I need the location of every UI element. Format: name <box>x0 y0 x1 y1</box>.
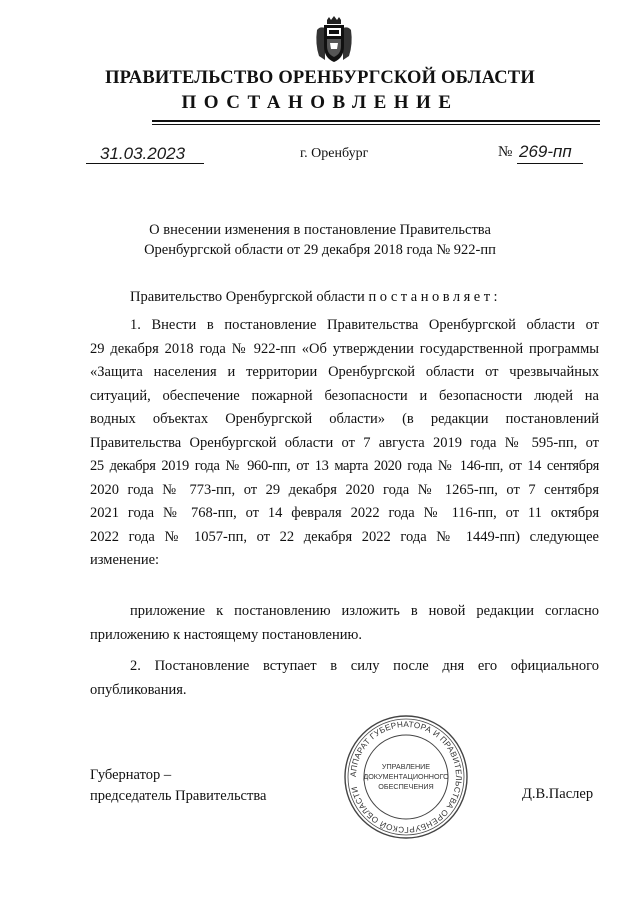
official-stamp <box>341 712 471 842</box>
document-subject <box>0 220 640 260</box>
paragraph-line: 29 декабря 2018 года № 922-пп «Об утверждении государственной программы <box>90 340 599 357</box>
paragraph-line: ситуаций, обеспечение пожарной безопасности и безопасности людей на <box>90 387 599 404</box>
item-2 <box>90 655 599 702</box>
document-type: ПОСТАНОВЛЕНИЕ <box>181 92 459 113</box>
paragraph-line: приложение к постановлению изложить в новой редакции согласно <box>130 603 599 619</box>
position-line: председатель Правительства <box>90 788 267 804</box>
number-underline <box>517 163 583 164</box>
item-1 <box>90 314 599 573</box>
government-title: ПРАВИТЕЛЬСТВО ОРЕНБУРГСКОЙ ОБЛАСТИ <box>105 68 535 88</box>
number-sign: № <box>498 144 513 160</box>
date-underline <box>86 163 204 164</box>
subject-line: Оренбургской области от 29 декабря 2018 года № 922-пп <box>144 242 496 258</box>
paragraph-line: опубликования. <box>90 681 187 698</box>
header-divider <box>152 120 600 122</box>
header-divider-thin <box>152 124 600 125</box>
paragraph-line: изменение: <box>90 552 160 568</box>
stamp-outer-text: АППАРАТ ГУБЕРНАТОРА И ПРАВИТЕЛЬСТВА ОРЕНБУРГСКОЙ ОБЛАСТИ <box>348 719 464 835</box>
stamp-inner-line: ДОКУМЕНТАЦИОННОГО <box>363 772 449 781</box>
preamble-start: Правительство Оренбургской области <box>130 289 365 305</box>
appendix-instruction <box>90 600 599 647</box>
paragraph-line: приложению к настоящему постановлению. <box>90 626 362 643</box>
paragraph-line: 2. Постановление вступает в силу после дня его официального <box>130 658 599 674</box>
stamp-inner-line: УПРАВЛЕНИЕ <box>381 762 431 771</box>
signatory-name: Д.В.Паслер <box>522 786 594 802</box>
paragraph-line: Правительства Оренбургской области от 7 августа 2019 года № 595-пп, от <box>90 434 599 451</box>
subject-line: О внесении изменения в постановление Правительства <box>149 222 491 238</box>
paragraph-line: 1. Внести в постановление Правительства Оренбургской области от <box>130 317 599 333</box>
preamble-verb: постановляет: <box>368 289 502 305</box>
preamble-line <box>90 286 599 310</box>
preamble <box>90 286 599 310</box>
paragraph-line: 2020 года № 773-пп, от 29 декабря 2020 года № 1265-пп, от 7 сентября <box>90 481 599 498</box>
paragraph-line: водных объектах Оренбургской области» (в редакции постановлений <box>90 411 599 427</box>
paragraph-line: 2022 года № 1057-пп, от 22 декабря 2022 года № 1449-пп) следующее <box>90 528 599 545</box>
stamp-inner-line: ОБЕСПЕЧЕНИЯ <box>378 782 434 791</box>
document-city: г. Оренбург <box>300 146 369 161</box>
signatory-position <box>90 765 266 807</box>
document-date: 31.03.2023 <box>100 144 186 163</box>
paragraph-line: «Защита населения и территории Оренбургской области от чрезвычайных <box>90 364 599 380</box>
paragraph-line: 25 декабря 2019 года № 960-пп, от 13 марта 2020 года № 146-пп, от 14 сентября <box>90 458 599 474</box>
coat-of-arms-icon <box>313 16 355 64</box>
paragraph-line: 2021 года № 768-пп, от 14 февраля 2022 года № 116-пп, от 11 октября <box>90 505 599 521</box>
document-number: 269-пп <box>519 142 572 161</box>
position-line: Губернатор – <box>90 767 172 783</box>
